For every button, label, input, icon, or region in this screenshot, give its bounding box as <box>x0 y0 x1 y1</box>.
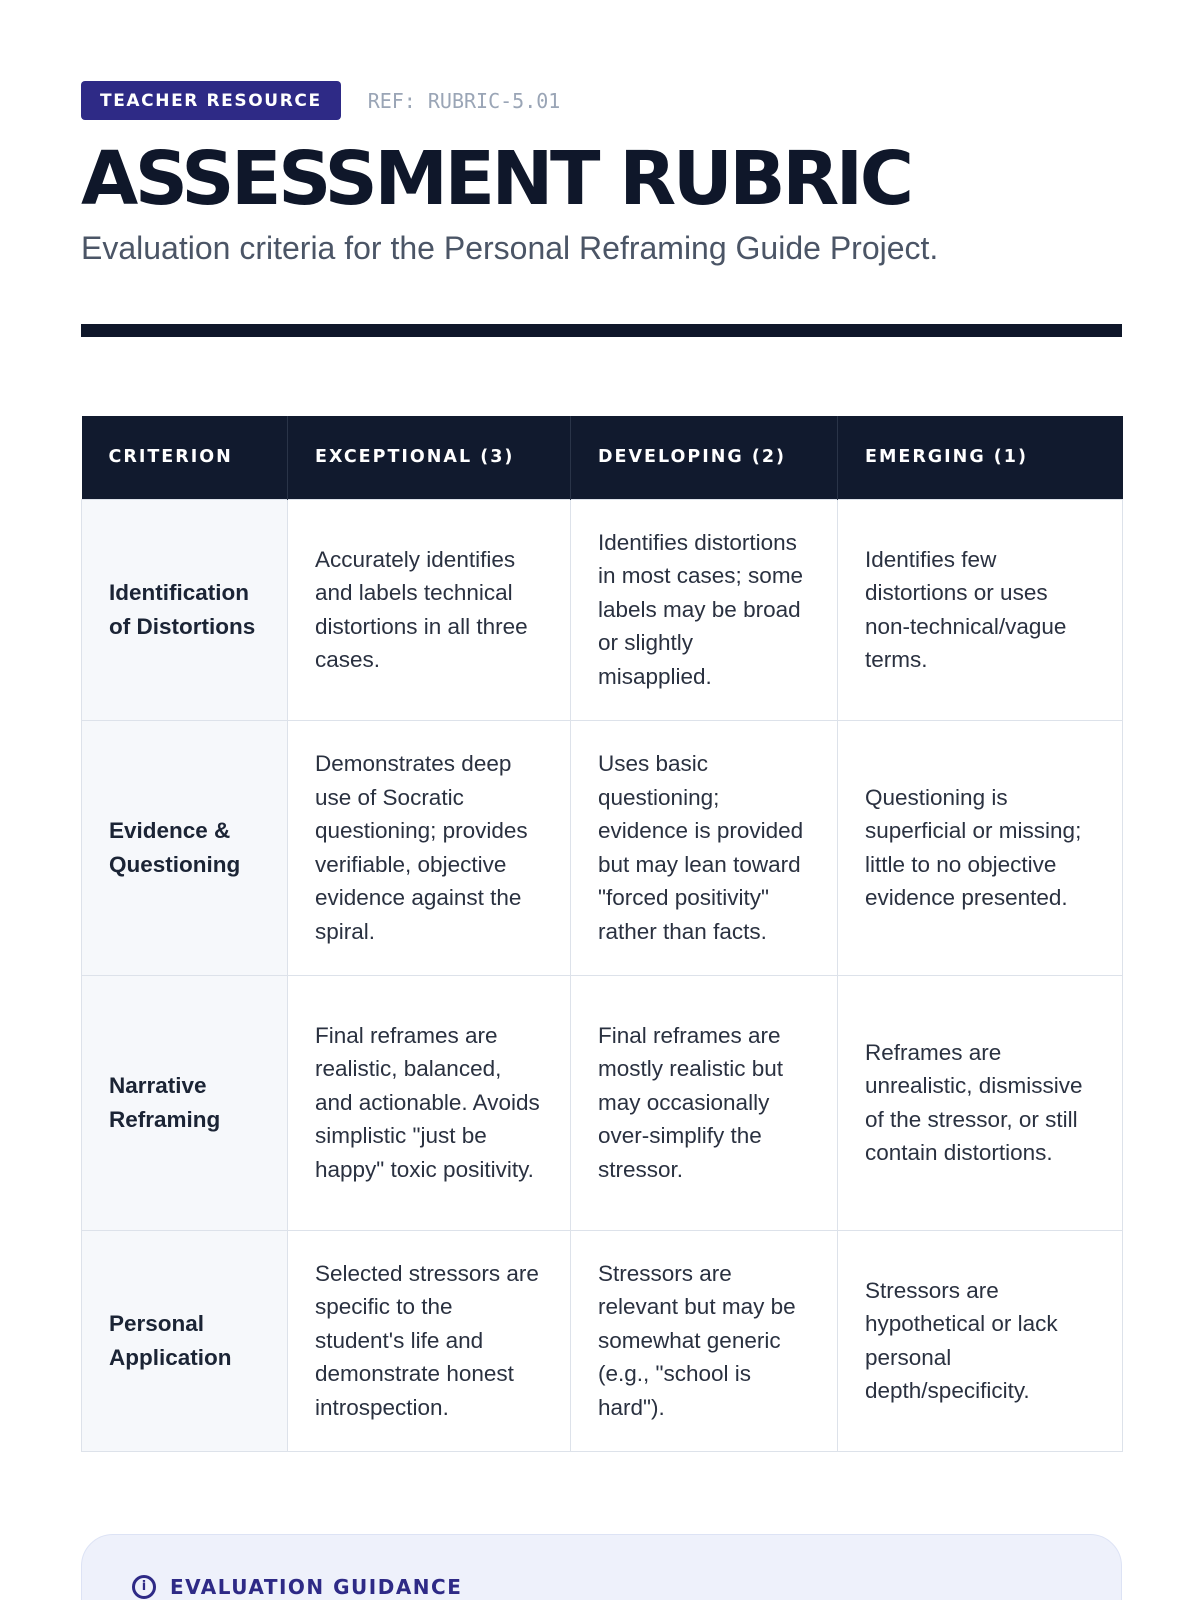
table-row <box>82 720 1123 975</box>
criterion-cell: Narrative Reframing <box>82 975 288 1230</box>
column-header-exceptional: EXCEPTIONAL (3) <box>288 416 571 499</box>
exceptional-cell: Demonstrates deep use of Socratic questioning; provides verifiable, objective evidence against the spiral. <box>288 720 571 975</box>
rubric-table <box>81 416 1123 1452</box>
table-row <box>82 1230 1123 1451</box>
column-header-developing: DEVELOPING (2) <box>571 416 838 499</box>
emerging-cell: Reframes are unrealistic, dismissive of the stressor, or still contain distortions. <box>838 975 1123 1230</box>
developing-cell: Uses basic questioning; evidence is provided but may lean toward "forced positivity" rather than facts. <box>571 720 838 975</box>
emerging-cell: Stressors are hypothetical or lack personal depth/specificity. <box>838 1230 1123 1451</box>
rubric-page <box>81 81 1122 1600</box>
column-header-emerging: EMERGING (1) <box>838 416 1123 499</box>
info-icon: i <box>132 1575 156 1599</box>
criterion-cell: Identification of Distortions <box>82 499 288 720</box>
table-row <box>82 975 1123 1230</box>
meta-row <box>81 81 1122 120</box>
developing-cell: Final reframes are mostly realistic but may occasionally over-simplify the stressor. <box>571 975 838 1230</box>
table-row <box>82 499 1123 720</box>
table-header-row <box>82 416 1123 499</box>
emerging-cell: Identifies few distortions or uses non-technical/vague terms. <box>838 499 1123 720</box>
reference-code: REF: RUBRIC-5.01 <box>367 88 561 113</box>
criterion-cell: Personal Application <box>82 1230 288 1451</box>
criterion-cell: Evidence & Questioning <box>82 720 288 975</box>
page-title: ASSESSMENT RUBRIC <box>81 136 911 222</box>
evaluation-guidance-panel <box>81 1534 1122 1600</box>
developing-cell: Identifies distortions in most cases; some labels may be broad or slightly misapplied. <box>571 499 838 720</box>
exceptional-cell: Final reframes are realistic, balanced, and actionable. Avoids simplistic "just be happy" toxic positivity. <box>288 975 571 1230</box>
exceptional-cell: Accurately identifies and labels technical distortions in all three cases. <box>288 499 571 720</box>
exceptional-cell: Selected stressors are specific to the student's life and demonstrate honest introspection. <box>288 1230 571 1451</box>
resource-badge: TEACHER RESOURCE <box>81 81 341 120</box>
guidance-header <box>132 1575 1071 1599</box>
guidance-title: EVALUATION GUIDANCE <box>170 1574 463 1599</box>
page-subtitle: Evaluation criteria for the Personal Reframing Guide Project. <box>81 230 939 266</box>
emerging-cell: Questioning is superficial or missing; little to no objective evidence presented. <box>838 720 1123 975</box>
column-header-criterion: CRITERION <box>82 416 288 499</box>
divider-rule <box>81 324 1122 337</box>
developing-cell: Stressors are relevant but may be somewhat generic (e.g., "school is hard"). <box>571 1230 838 1451</box>
